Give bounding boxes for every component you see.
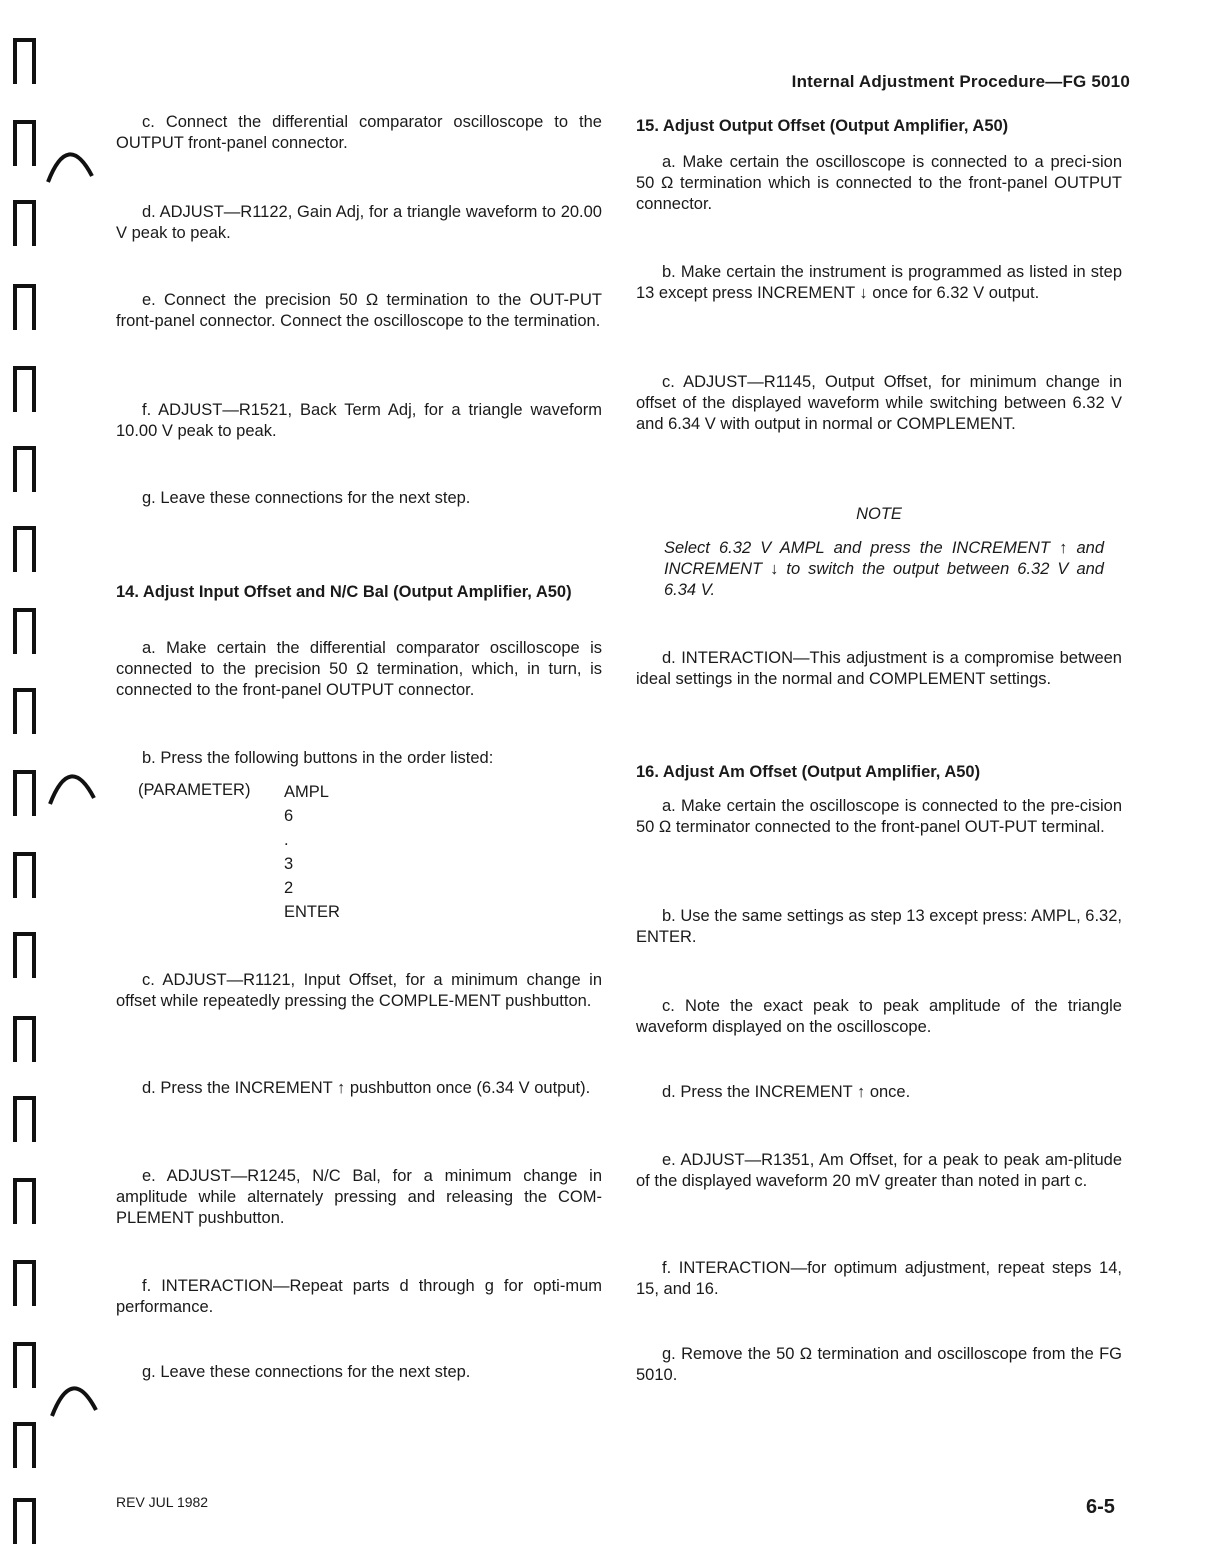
step15-item-a: a. Make certain the oscilloscope is connected to a preci-sion 50 Ω termination which is connected to the front-panel OUTPUT connector. <box>636 153 1122 213</box>
parameter-label: (PARAMETER) <box>138 781 251 799</box>
button-sequence <box>284 780 340 924</box>
sequence-key: 3 <box>284 855 294 873</box>
step16-item-c: c. Note the exact peak to peak amplitude of the triangle waveform displayed on the oscilloscope. <box>636 997 1122 1036</box>
step13-item-f: f. ADJUST—R1521, Back Term Adj, for a triangle waveform 10.00 V peak to peak. <box>116 401 602 440</box>
binder-hole-icon <box>12 1338 38 1390</box>
binder-hole-icon <box>12 604 38 656</box>
binder-hole-icon <box>12 34 38 86</box>
step13-item-c: c. Connect the differential comparator oscilloscope to the OUTPUT front-panel connector. <box>116 113 602 152</box>
step16-item-e: e. ADJUST—R1351, Am Offset, for a peak to peak am-plitude of the displayed waveform 20 mV greater than noted in part c. <box>636 1151 1122 1190</box>
step14-item-b: b. Press the following buttons in the order listed: <box>142 749 494 767</box>
note-text: Select 6.32 V AMPL and press the INCREMENT ↑ and INCREMENT ↓ to switch the output between 6.32 V and 6.34 V. <box>664 539 1104 599</box>
step14-item-g: g. Leave these connections for the next step. <box>142 1363 471 1381</box>
binder-hole-icon <box>12 928 38 980</box>
binder-hole-icon <box>12 1418 38 1470</box>
sequence-key: ENTER <box>284 903 340 921</box>
step14-item-c: c. ADJUST—R1121, Input Offset, for a minimum change in offset while repeatedly pressing the COMPLE-MENT pushbutton. <box>116 971 602 1010</box>
binder-hole-icon <box>12 1256 38 1308</box>
step14-heading: 14. Adjust Input Offset and N/C Bal (Output Amplifier, A50) <box>116 583 572 601</box>
step15-item-c: c. ADJUST—R1145, Output Offset, for minimum change in offset of the displayed waveform while switching between 6.32 V and 6.34 V with output in normal or COMPLEMENT. <box>636 373 1122 433</box>
binder-hole-icon <box>12 196 38 248</box>
step16-item-d: d. Press the INCREMENT ↑ once. <box>662 1083 911 1101</box>
binder-hole-icon <box>12 280 38 332</box>
binder-hole-icon <box>12 1174 38 1226</box>
step13-item-g: g. Leave these connections for the next step. <box>142 489 471 507</box>
right-column <box>636 110 1122 1400</box>
binder-arc-icon <box>44 136 100 184</box>
binder-hole-icon <box>12 684 38 736</box>
page-number: 6-5 <box>1086 1496 1115 1518</box>
left-column <box>116 110 602 1400</box>
binder-hole-icon <box>12 1494 38 1546</box>
step14-item-d: d. Press the INCREMENT ↑ pushbutton once (6.34 V output). <box>142 1079 591 1097</box>
binder-hole-icon <box>12 116 38 168</box>
step13-item-d: d. ADJUST—R1122, Gain Adj, for a triangle waveform to 20.00 V peak to peak. <box>116 203 602 242</box>
binder-hole-icon <box>12 522 38 574</box>
step16-heading: 16. Adjust Am Offset (Output Amplifier, A50) <box>636 763 981 781</box>
step15-item-d: d. INTERACTION—This adjustment is a compromise between ideal settings in the normal and COMPLEMENT settings. <box>636 649 1122 688</box>
step13-item-e: e. Connect the precision 50 Ω termination to the OUT-PUT front-panel connector. Connect the oscilloscope to the termination. <box>116 291 602 330</box>
sequence-key: 6 <box>284 807 294 825</box>
step16-item-a: a. Make certain the oscilloscope is connected to the pre-cision 50 Ω terminator connected to the front-panel OUT-PUT terminal. <box>636 797 1122 836</box>
binder-hole-icon <box>12 766 38 818</box>
step15-heading: 15. Adjust Output Offset (Output Amplifier, A50) <box>636 117 1009 135</box>
step14-item-a: a. Make certain the differential comparator oscilloscope is connected to the precision 50 Ω termination, which, in turn, is connected to the front-panel OUTPUT connector. <box>116 639 602 699</box>
binder-hole-icon <box>12 442 38 494</box>
binder-arc-icon <box>48 1370 104 1418</box>
step15-item-b: b. Make certain the instrument is programmed as listed in step 13 except press INCREMENT ↓ once for 6.32 V output. <box>636 263 1122 302</box>
binder-hole-icon <box>12 848 38 900</box>
revision-date: REV JUL 1982 <box>116 1494 209 1510</box>
sequence-key: 2 <box>284 879 294 897</box>
binder-arc-icon <box>46 758 102 806</box>
sequence-key: AMPL <box>284 783 329 801</box>
step14-item-f: f. INTERACTION—Repeat parts d through g for opti-mum performance. <box>116 1277 602 1316</box>
sequence-key: . <box>284 831 289 849</box>
step16-item-b: b. Use the same settings as step 13 except press: AMPL, 6.32, ENTER. <box>636 907 1122 946</box>
step16-item-g: g. Remove the 50 Ω termination and oscilloscope from the FG 5010. <box>636 1345 1122 1384</box>
binder-hole-icon <box>12 1092 38 1144</box>
step14-item-e: e. ADJUST—R1245, N/C Bal, for a minimum change in amplitude while alternately pressing and releasing the COM-PLEMENT pushbutton. <box>116 1167 602 1227</box>
binder-hole-icon <box>12 362 38 414</box>
step16-item-f: f. INTERACTION—for optimum adjustment, repeat steps 14, 15, and 16. <box>636 1259 1122 1298</box>
binder-hole-icon <box>12 1012 38 1064</box>
page-header: Internal Adjustment Procedure—FG 5010 <box>791 72 1130 91</box>
note-title: NOTE <box>856 505 902 523</box>
